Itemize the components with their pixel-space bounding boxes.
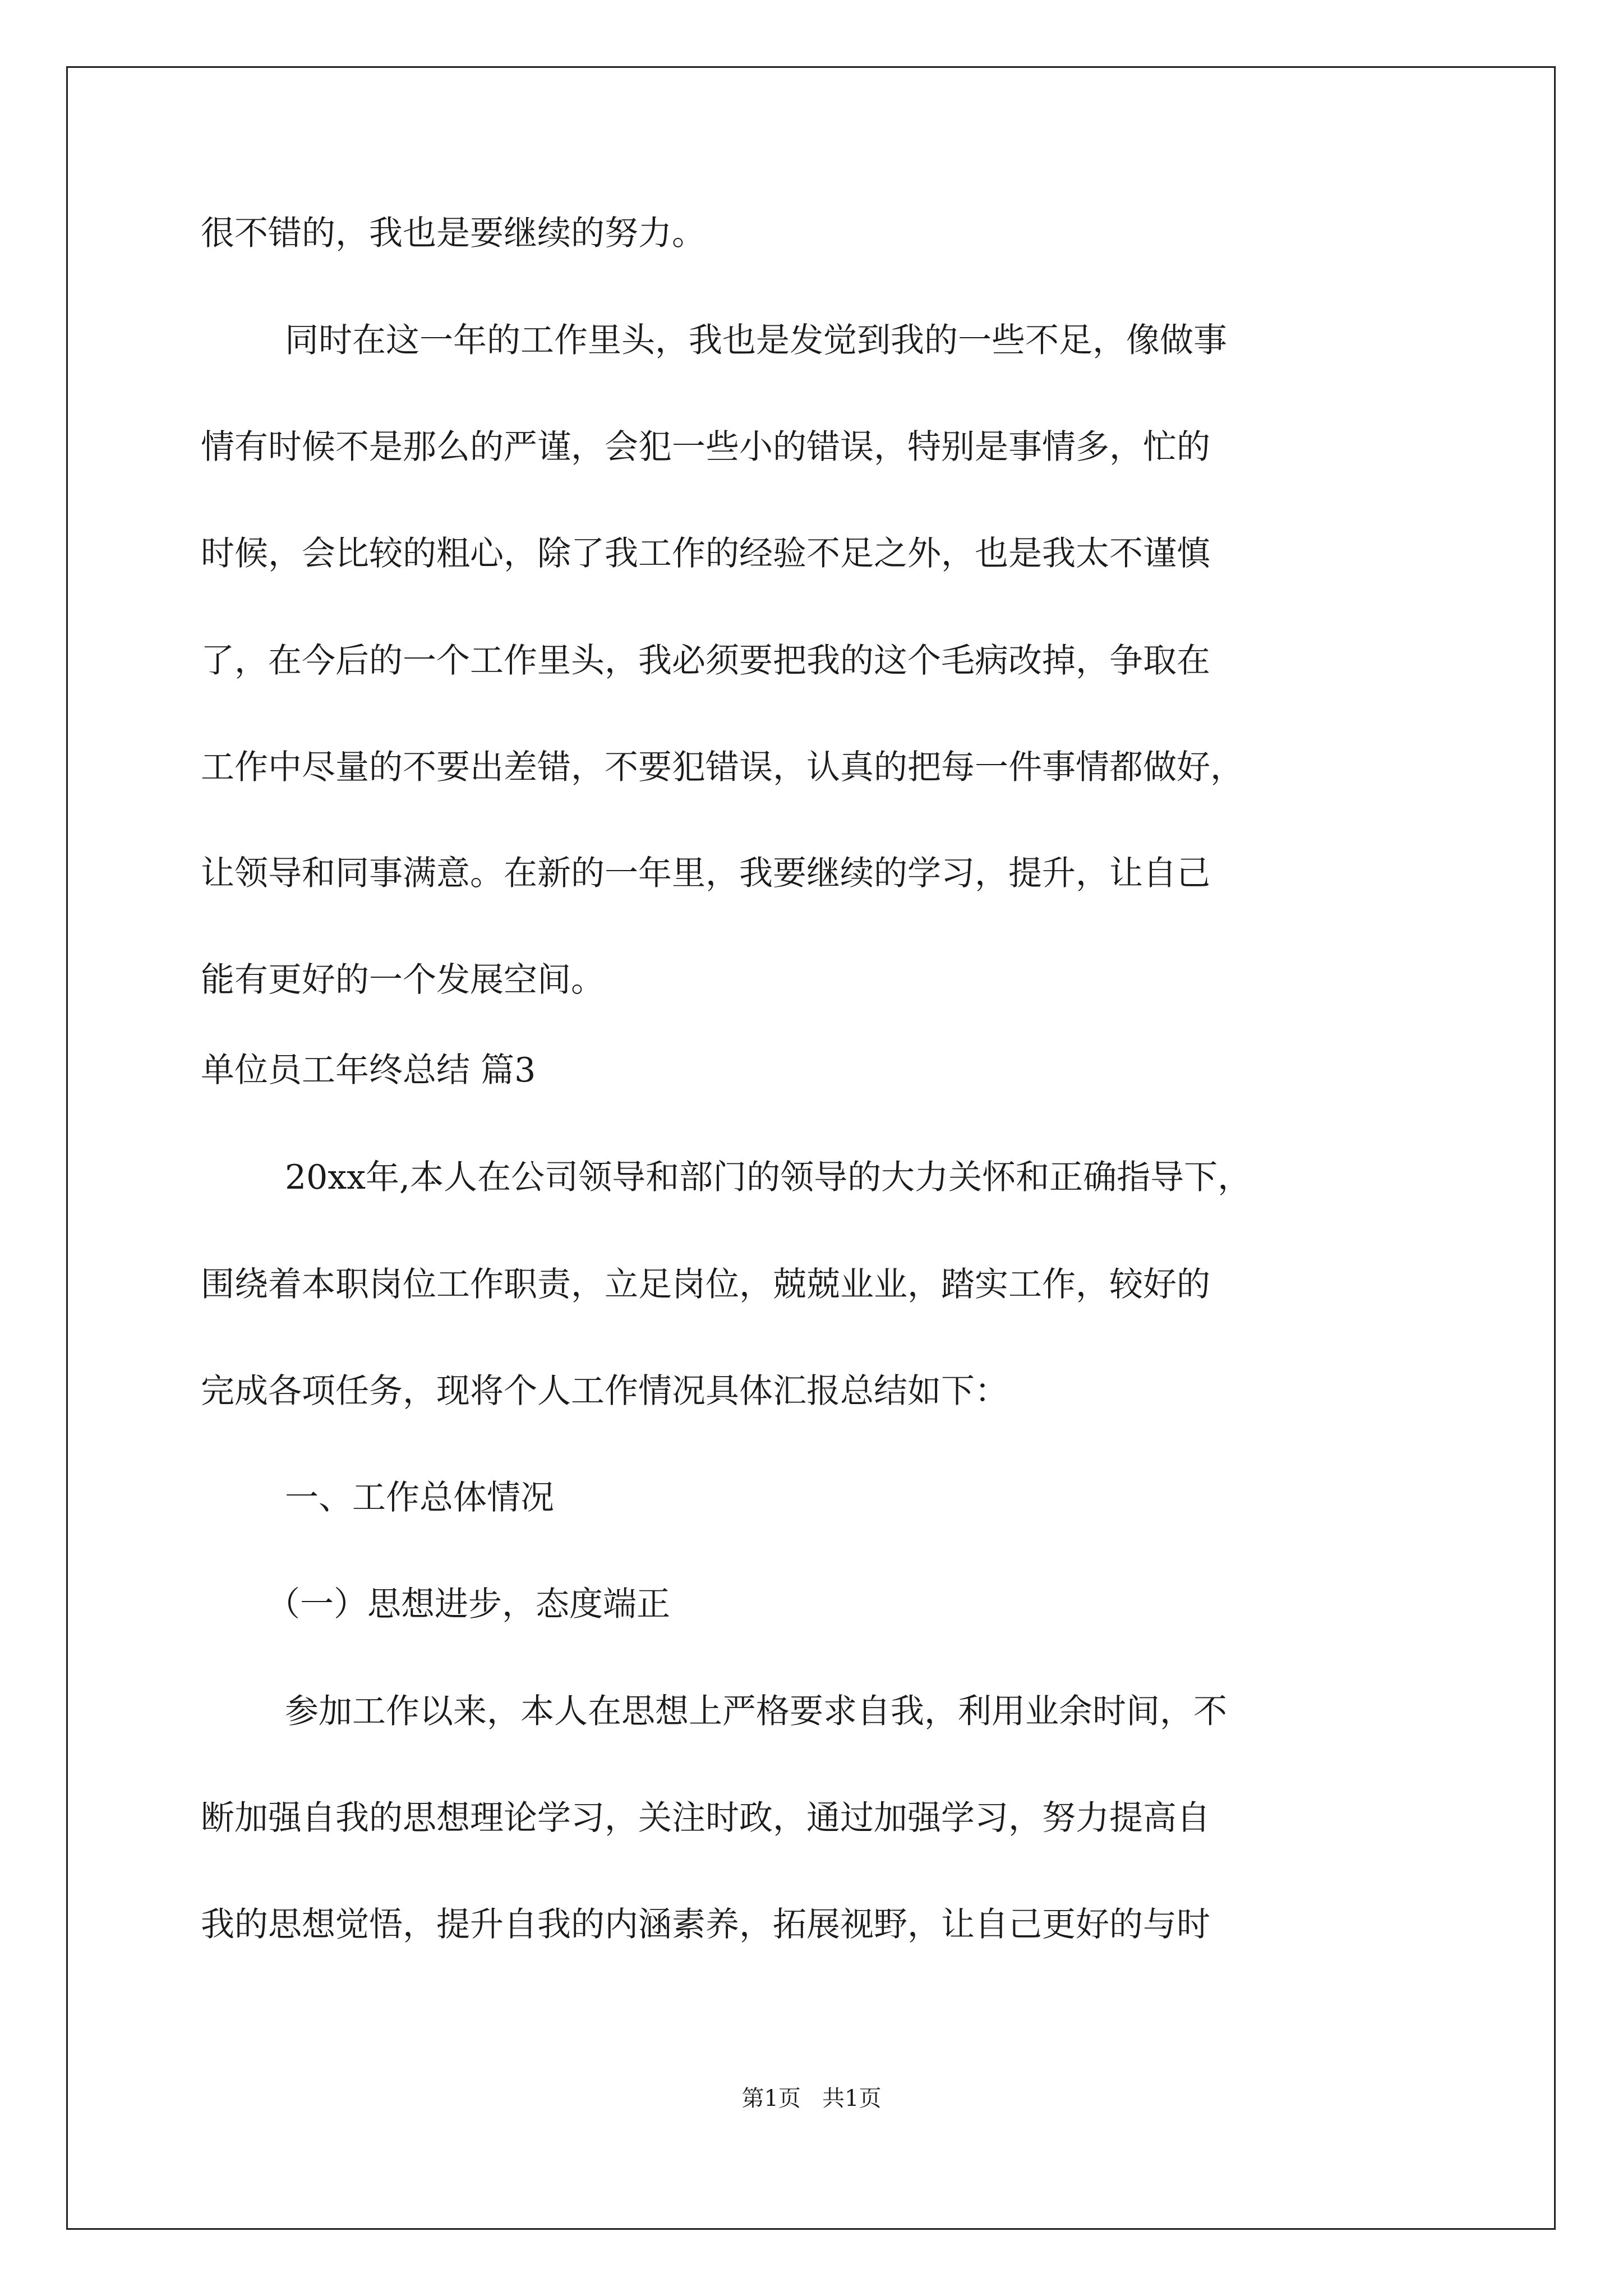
text-line: 情有时候不是那么的严谨，会犯一些小的错误，特别是事情多，忙的 xyxy=(201,427,1210,467)
text-line: 完成各项任务，现将个人工作情况具体汇报总结如下： xyxy=(201,1372,1008,1411)
text-line: 让领导和同事满意。在新的一年里，我要继续的学习，提升，让自己 xyxy=(201,854,1210,893)
text-line: 工作中尽量的不要出差错，不要犯错误，认真的把每一件事情都做好， xyxy=(201,748,1244,787)
subheading: 一、工作总体情况 xyxy=(285,1478,554,1517)
subheading: （一）思想进步，态度端正 xyxy=(266,1585,670,1624)
section-heading: 单位员工年终总结 篇3 xyxy=(201,1051,536,1090)
text-line: 20xx年,本人在公司领导和部门的领导的大力关怀和正确指导下， xyxy=(285,1158,1252,1197)
text-line: 我的思想觉悟，提升自我的内涵素养，拓展视野，让自己更好的与时 xyxy=(201,1905,1210,1944)
text-line: 围绕着本职岗位工作职责，立足岗位，兢兢业业，踏实工作，较好的 xyxy=(201,1265,1210,1304)
text-line: 断加强自我的思想理论学习，关注时政，通过加强学习，努力提高自 xyxy=(201,1798,1210,1838)
text-line: 很不错的，我也是要继续的努力。 xyxy=(201,214,706,253)
page-footer: 第1页 共1页 xyxy=(741,2086,882,2111)
text-line: 了，在今后的一个工作里头，我必须要把我的这个毛病改掉，争取在 xyxy=(201,641,1210,680)
text-line: 同时在这一年的工作里头，我也是发觉到我的一些不足，像做事 xyxy=(285,321,1227,360)
text-line: 能有更好的一个发展空间。 xyxy=(201,960,605,1000)
text-line: 时候，会比较的粗心，除了我工作的经验不足之外，也是我太不谨慎 xyxy=(201,534,1210,573)
text-line: 参加工作以来，本人在思想上严格要求自我，利用业余时间，不 xyxy=(285,1692,1227,1731)
